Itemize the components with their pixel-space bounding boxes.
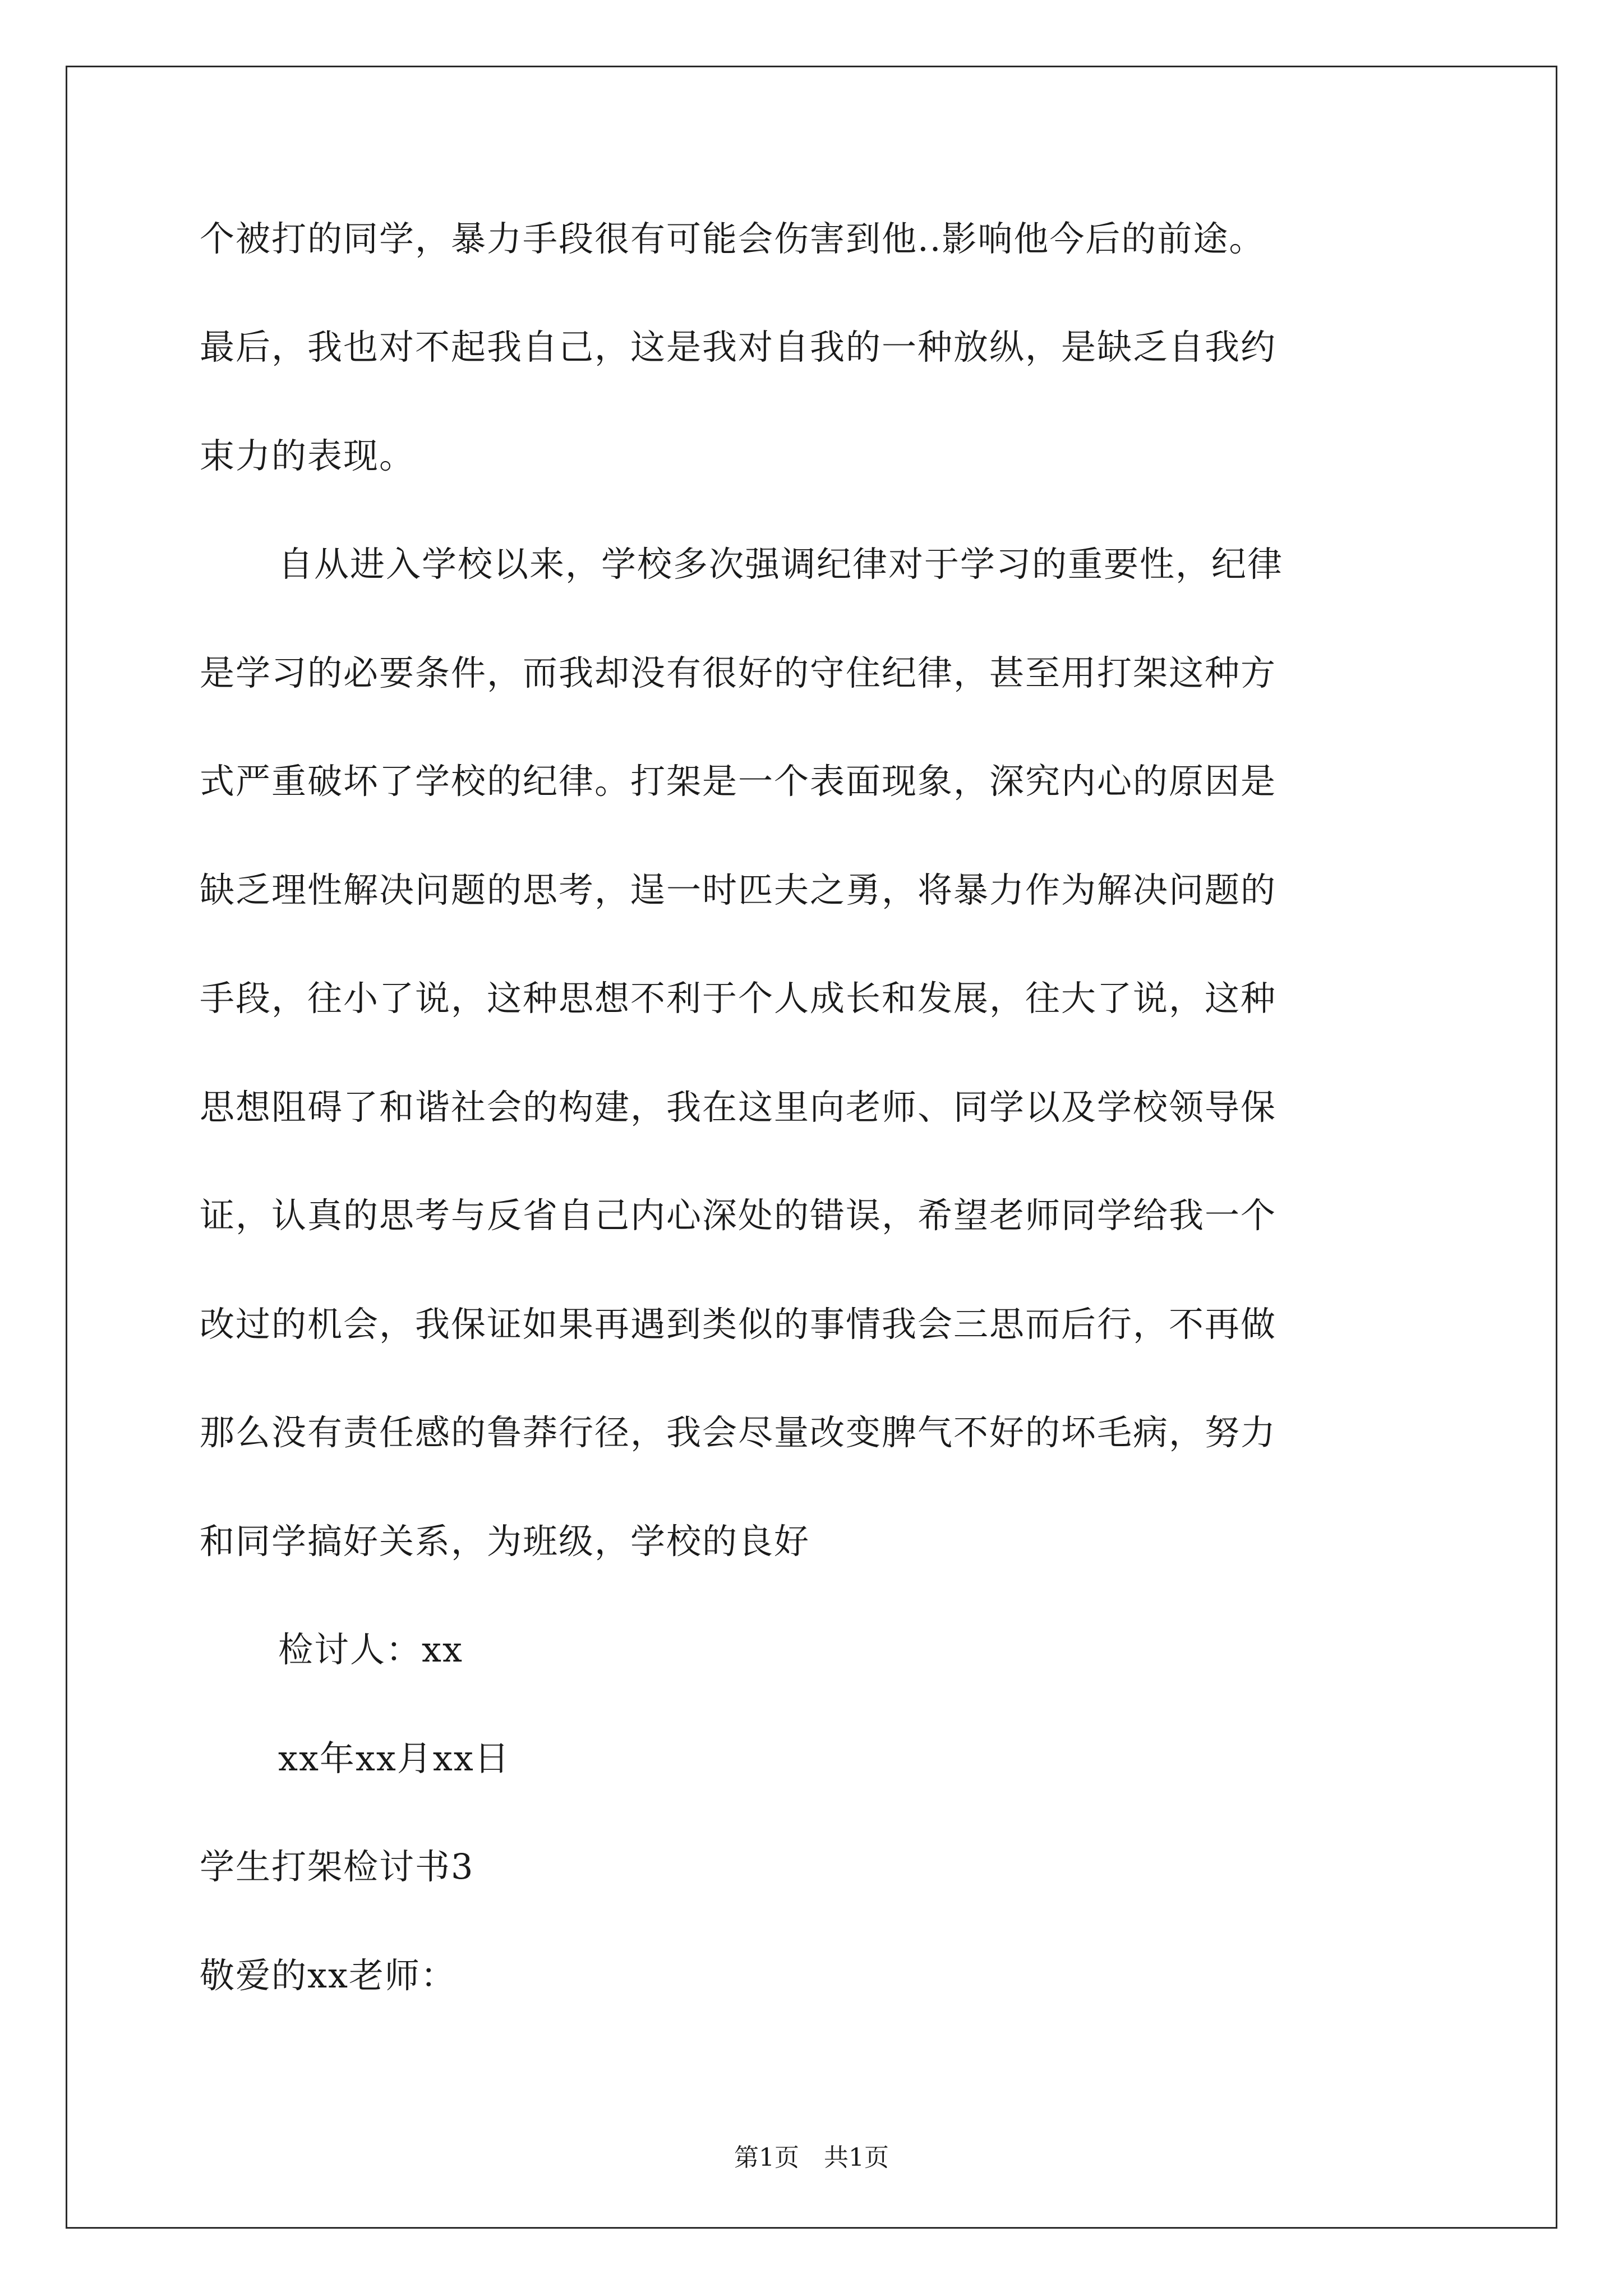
- text-line: 是学习的必要条件，而我却没有很好的守住纪律，甚至用打架这种方: [200, 652, 1277, 693]
- page-number-footer: 第1页 共1页: [734, 2143, 889, 2172]
- text-line: 和同学搞好关系，为班级，学校的良好: [200, 1521, 810, 1562]
- text-line: 式严重破坏了学校的纪律。打架是一个表面现象，深究内心的原因是: [200, 761, 1277, 802]
- text-line: 手段，往小了说，这种思想不利于个人成长和发展，往大了说，这种: [200, 978, 1277, 1019]
- text-line: 证，认真的思考与反省自己内心深处的错误，希望老师同学给我一个: [200, 1195, 1277, 1236]
- text-line: 思想阻碍了和谐社会的构建，我在这里向老师、同学以及学校领导保: [200, 1087, 1277, 1128]
- page-border: [66, 66, 1557, 2229]
- text-line: 最后，我也对不起我自己，这是我对自我的一种放纵，是缺乏自我约: [200, 326, 1277, 367]
- text-line: 改过的机会，我保证如果再遇到类似的事情我会三思而后行，不再做: [200, 1304, 1277, 1345]
- paragraph-first-line: 自从进入学校以来，学校多次强调纪律对于学习的重要性，纪律: [278, 544, 1284, 585]
- section-title: 学生打架检讨书3: [200, 1846, 474, 1887]
- signature-line: 检讨人：xx: [278, 1629, 463, 1670]
- text-line: 束力的表现。: [200, 435, 416, 476]
- text-line: 缺乏理性解决问题的思考，逞一时匹夫之勇，将暴力作为解决问题的: [200, 869, 1277, 910]
- salutation: 敬爱的xx老师：: [200, 1955, 457, 1996]
- text-line: 那么没有责任感的鲁莽行径，我会尽量改变脾气不好的坏毛病，努力: [200, 1412, 1277, 1453]
- text-line: 个被打的同学，暴力手段很有可能会伤害到他..影响他今后的前途。: [200, 218, 1265, 259]
- date-line: xx年xx月xx日: [278, 1738, 510, 1779]
